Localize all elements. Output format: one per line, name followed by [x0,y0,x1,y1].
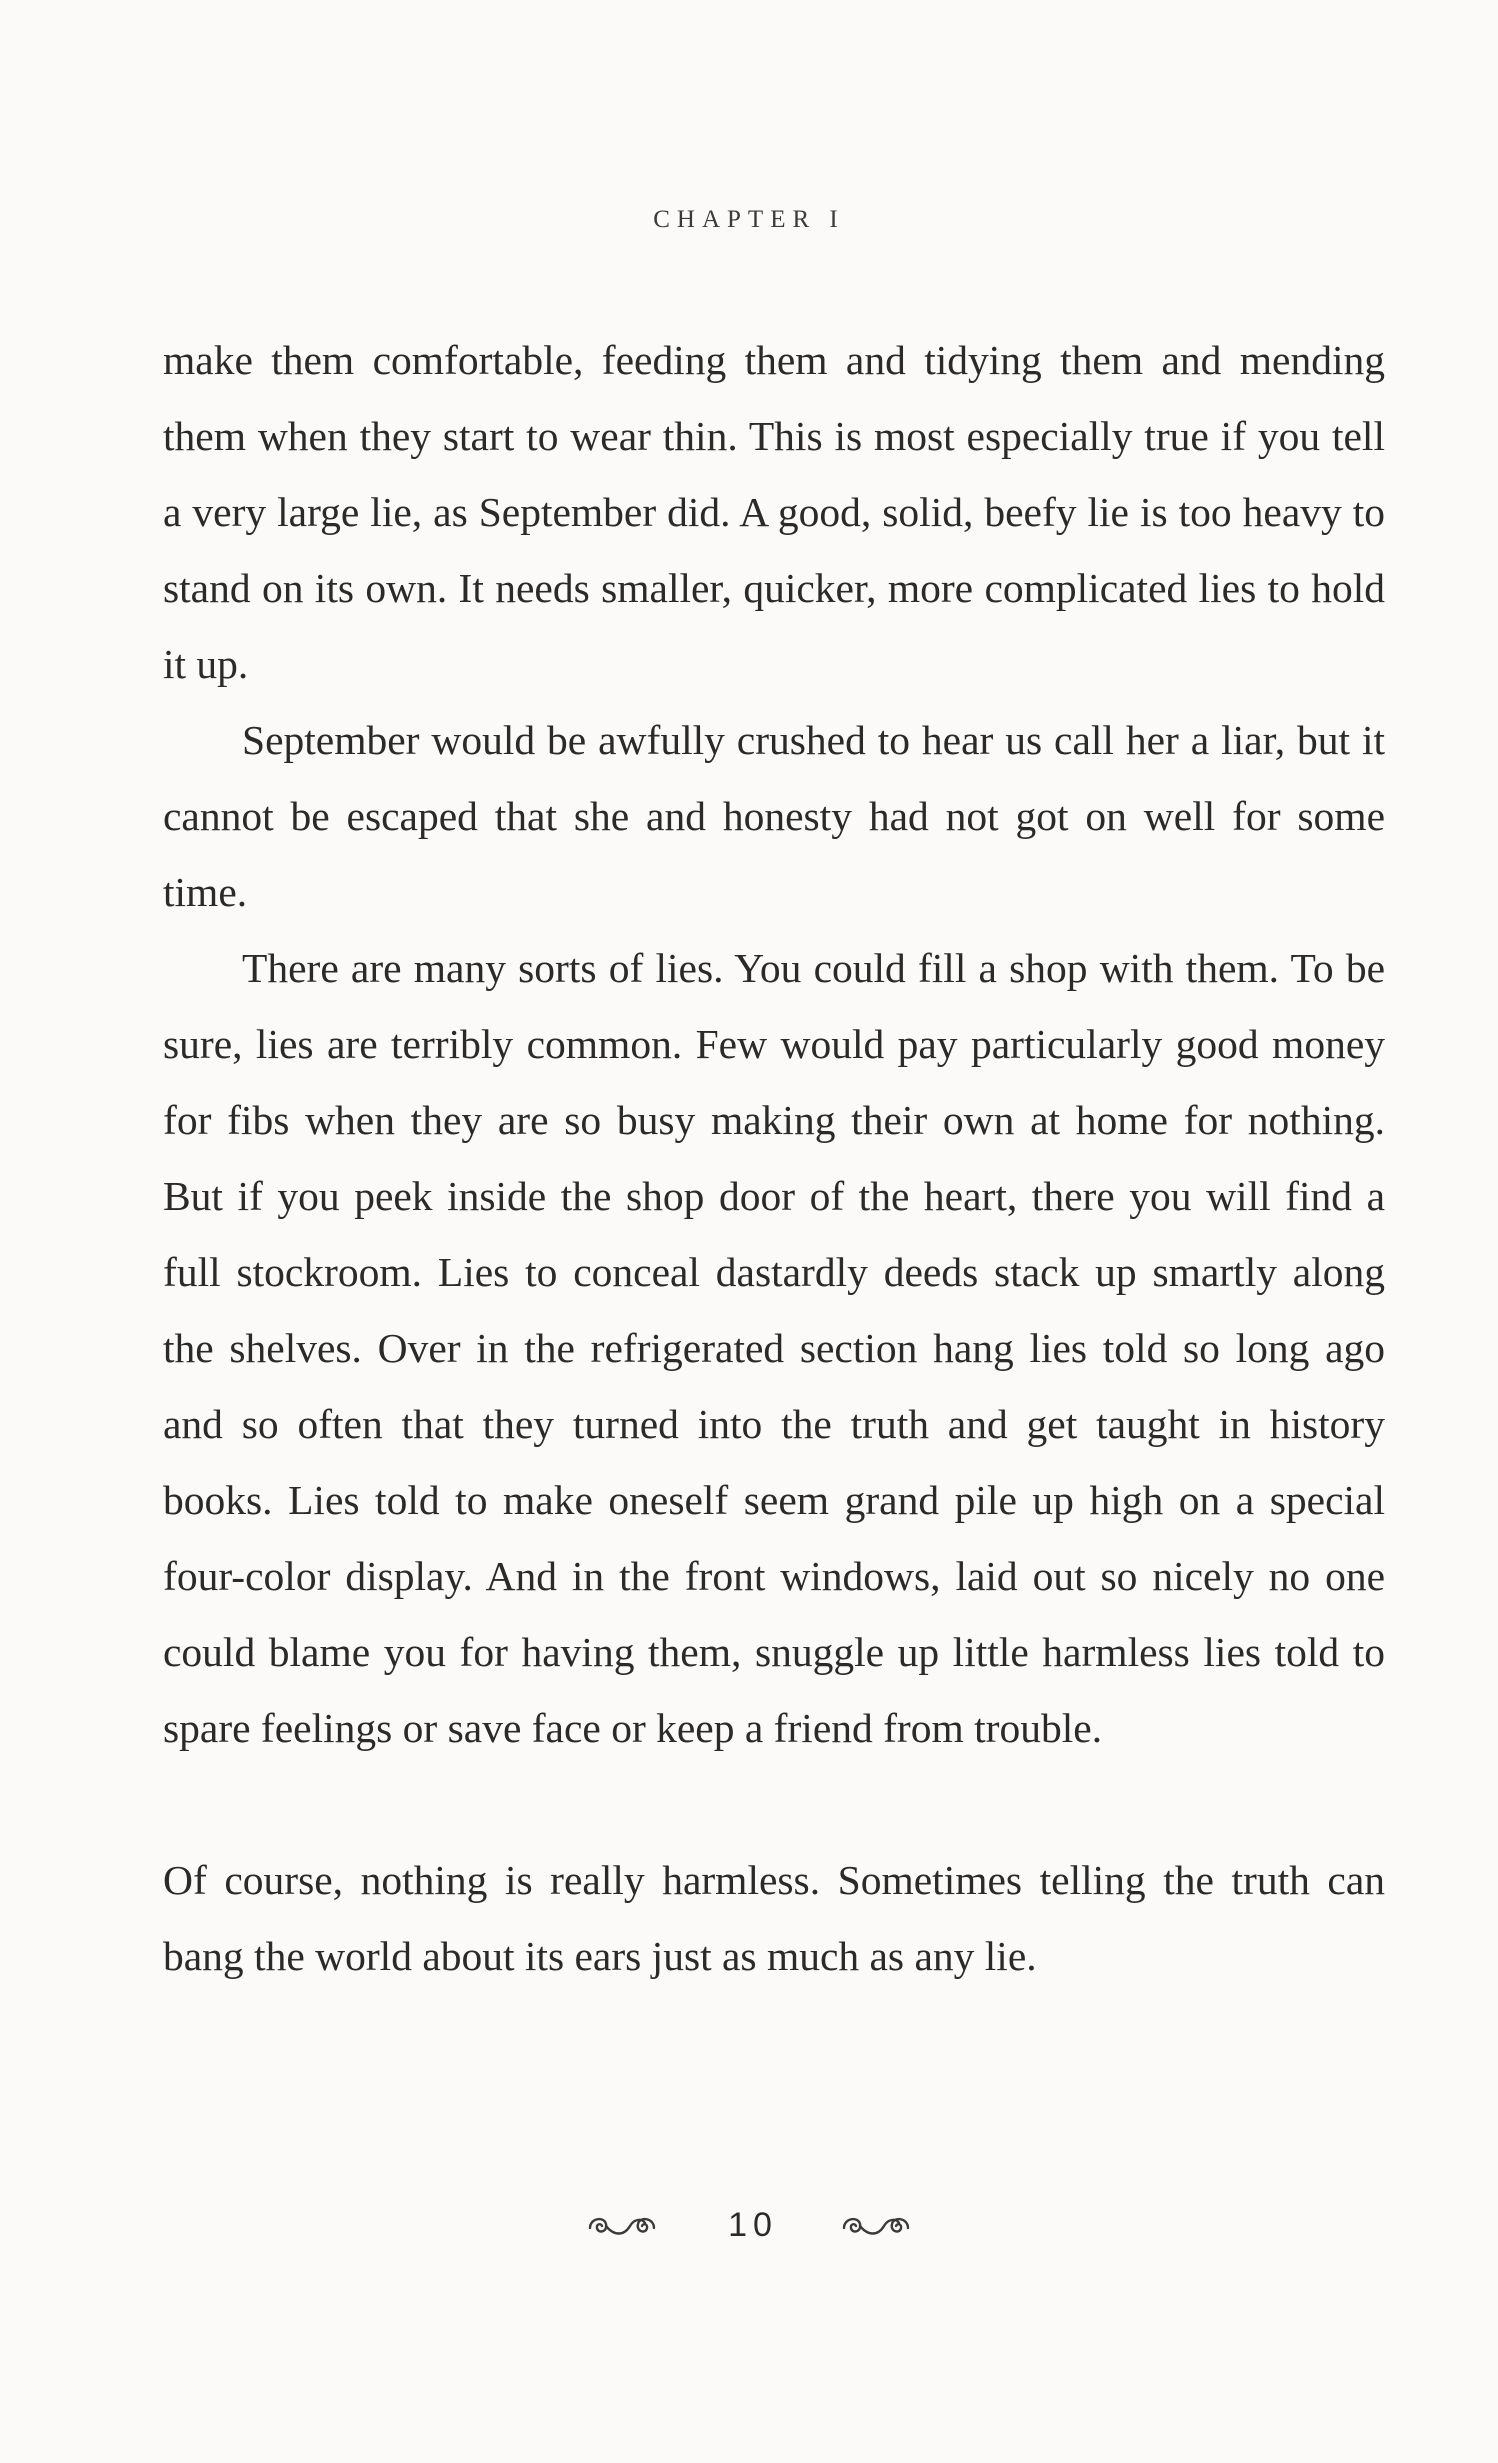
paragraph: September would be awfully crushed to hear us call her a liar, but it cannot be escaped that she and honesty had not got on well for some time. [163,717,1385,915]
paragraph: There are many sorts of lies. You could fill a shop with them. To be sure, lies are terribly common. Few would pay particularly good money for fibs when they are so busy making their own at home for nothing. But if you peek inside the shop door of the heart, there you will find a full stockroom. Lies to conceal dastardly deeds stack up smartly along the shelves. Over in the refrigerated section hang lies told so long ago and so often that they turned into the truth and get taught in history books. Lies told to make oneself seem grand pile up high on a special four-color display. And in the front windows, laid out so nicely no one could blame you for having them, snuggle up little harmless lies told to spare feelings or save face or keep a friend from trouble. [163,945,1385,1751]
scroll-ornament-icon [838,2210,914,2242]
paragraph-continued: make them comfortable, feeding them and tidying them and mending them when they start to wear thin. This is most especially true if you tell a very large lie, as September did. A good, solid, beefy lie is too heavy to stand on its own. It needs smaller, quicker, more complicated lies to hold it up. [163,337,1385,687]
page-footer [0,2206,1498,2245]
body-text [163,322,1385,1994]
paragraph-after-break: Of course, nothing is really harmless. Sometimes telling the truth can bang the world about its ears just as much as any lie. [163,1857,1385,1979]
scroll-ornament-icon [584,2210,660,2242]
running-head: CHAPTER I [653,206,845,233]
page-number: 10 [728,2206,778,2244]
